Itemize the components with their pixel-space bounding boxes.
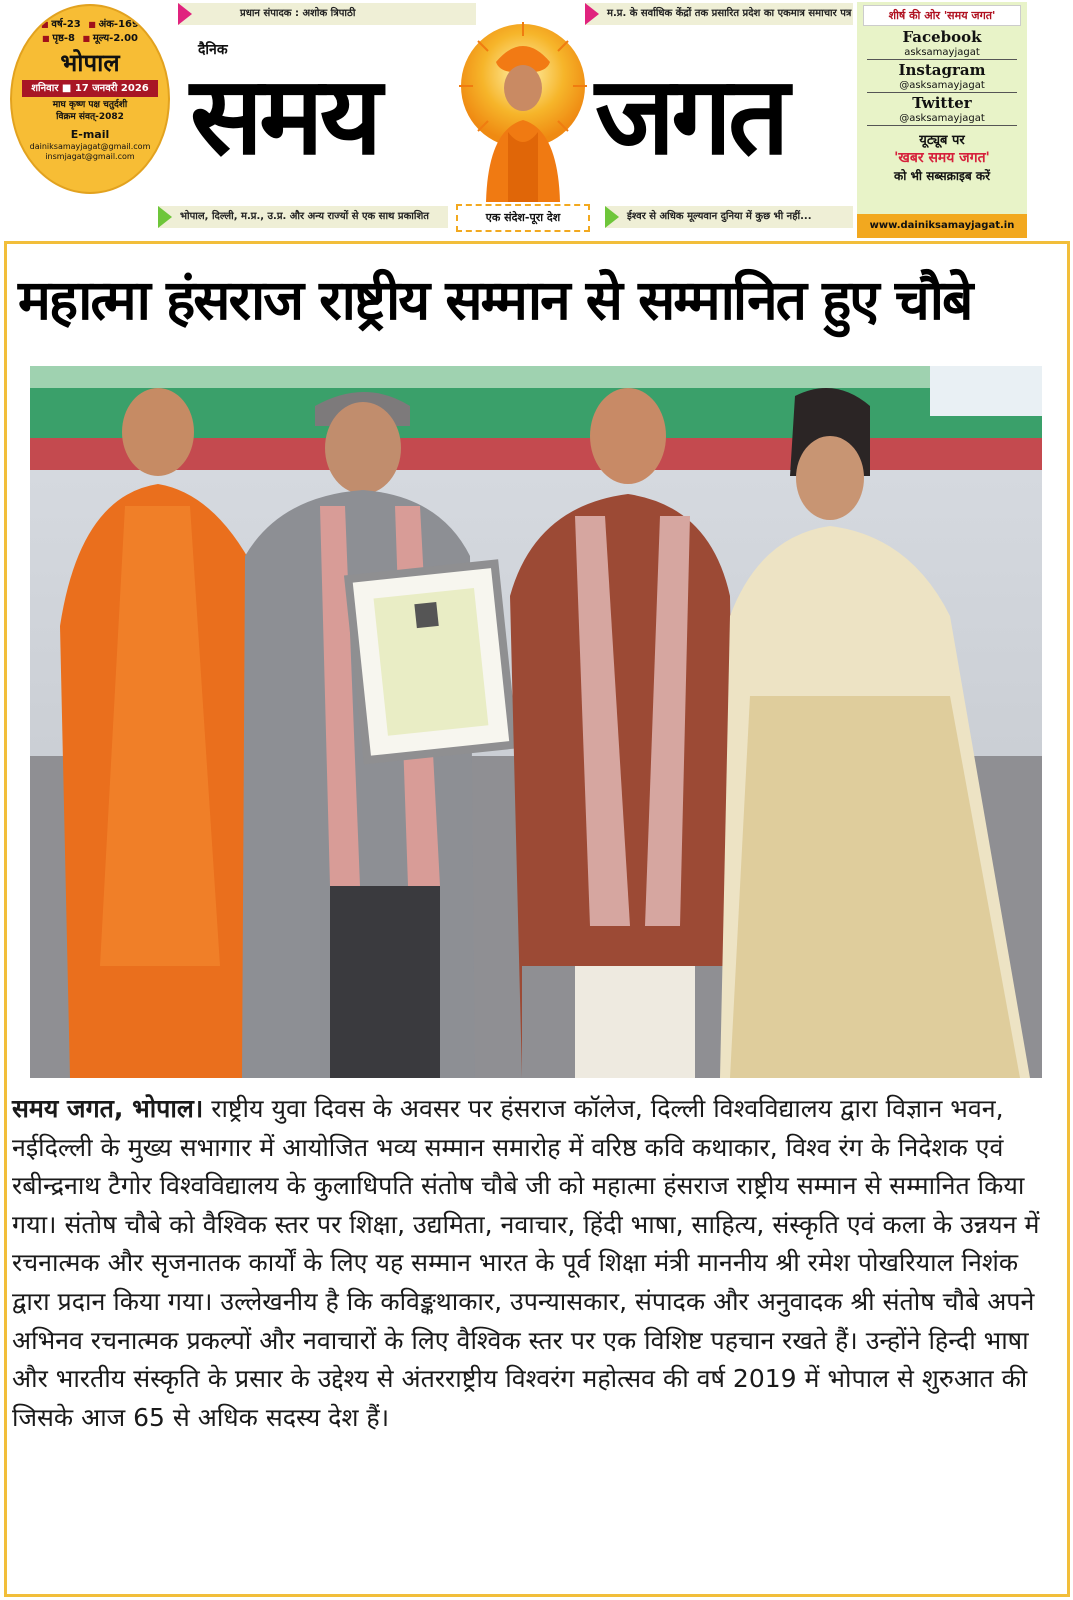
edition-year: ■ वर्ष-23 <box>41 18 81 32</box>
instagram-label: Instagram <box>898 61 986 79</box>
facebook-handle[interactable]: asksamayjagat <box>867 46 1017 60</box>
edition-issue: ■ अंक-169 <box>88 18 139 32</box>
certificate-frame <box>344 559 518 764</box>
slogan-box: एक संदेश-पूरा देश <box>456 204 590 232</box>
edition-meta-row <box>12 18 168 32</box>
editor-strip: प्रधान संपादक : अशोक त्रिपाठी <box>178 3 476 25</box>
edition-badge <box>10 4 170 194</box>
website-link[interactable]: www.dainiksamayjagat.in <box>857 214 1027 238</box>
award-ceremony-photo <box>30 366 1042 1078</box>
social-header: शीर्ष की ओर 'समय जगत' <box>863 5 1021 26</box>
vivekananda-logo <box>456 2 590 236</box>
edition-city: भोपाल <box>60 49 120 77</box>
edition-email-2: insmjagat@gmail.com <box>45 152 135 162</box>
edition-email-1: dainiksamayjagat@gmail.com <box>29 142 151 152</box>
strip-arrow-icon <box>178 3 192 25</box>
edition-day: शनिवार <box>31 82 59 94</box>
quote-strip: ईश्वर से अधिक मूल्यवान दुनिया में कुछ भी नहीं... <box>605 206 853 228</box>
edition-price: ■ मूल्य-2.00 <box>82 32 138 46</box>
tagline-strip: म.प्र. के सर्वाधिक केंद्रों तक प्रसारित प्रदेश का एकमात्र समाचार पत्र <box>585 3 853 25</box>
edition-meta-row-2 <box>12 32 168 46</box>
strip-arrow-icon <box>605 206 619 228</box>
edition-hindu-date: माघ कृष्ण पक्ष चतुर्दशी <box>52 100 128 111</box>
facebook-label: Facebook <box>902 28 982 46</box>
cities-strip: भोपाल, दिल्ली, म.प्र., उ.प्र. और अन्य राज्यों से एक साथ प्रकाशित <box>158 206 448 228</box>
youtube-label: यूट्यूब पर <box>919 133 965 148</box>
article-byline: समय जगत, भोपाल। <box>12 1094 204 1123</box>
youtube-channel[interactable]: 'खबर समय जगत' <box>894 150 990 166</box>
masthead-title-left: समय <box>190 54 379 179</box>
edition-samvat: विक्रम संवत्-2082 <box>56 112 124 123</box>
article-body <box>12 1090 1062 1437</box>
youtube-cta: को भी सब्सक्राइब करें <box>893 169 990 183</box>
social-panel <box>857 2 1027 238</box>
article-text: राष्ट्रीय युवा दिवस के अवसर पर हंसराज कॉलेज, दिल्ली विश्वविद्यालय द्वारा विज्ञान भवन, नईदिल्ली के मुख्य सभागार में आयोजित भव्य सम्मान समारोह में वरिष्ठ कवि कथाकार, विश्व रंग के निदेशक एवं रबीन्द्रनाथ टैगोर विश्वविद्यालय के कुलाधिपति संतोष चौबे जी को महात्मा हंसराज राष्ट्रीय सम्मान से सम्मानित किया गया। संतोष चौबे को वैश्विक स्तर पर शिक्षा, उद्यमिता, नवाचार, हिंदी भाषा, साहित्य, संस्कृति एवं कला के उन्नयन में रचनात्मक और सृजनातक कार्यों के लिए यह सम्मान भारत के पूर्व शिक्षा मंत्री माननीय श्री रमेश पोखरियाल निशंक द्वारा प्रदान किया गया। उल्लेखनीय है कि कविङ्कथाकार, उपन्यासकार, संपादक और अनुवादक श्री संतोष चौबे अपने अभिनव रचनात्मक प्रकल्पों और नवाचारों के लिए वैश्विक स्तर पर एक विशिष्ट पहचान रखते हैं। उन्होंने हिन्दी भाषा और भारतीय संस्कृति के प्रसार के उद्देश्य से अंतरराष्ट्रीय विश्वरंग महोत्सव की वर्ष 2019 में भोपाल से शुरुआत की जिसके आज 65 से अधिक सदस्य देश हैं। <box>12 1094 1040 1432</box>
edition-date-bar: शनिवार ■ 17 जनवरी 2026 <box>22 80 158 98</box>
instagram-handle[interactable]: @asksamayjagat <box>867 79 1017 93</box>
dainik-label: दैनिक <box>198 42 228 58</box>
edition-pages: ■ पृष्ठ-8 <box>42 32 75 46</box>
article-headline: महात्मा हंसराज राष्ट्रीय सम्मान से सम्मानित हुए चौबे <box>18 268 972 332</box>
edition-email-label: E-mail <box>70 127 110 141</box>
masthead-title-right: जगत <box>595 54 786 179</box>
twitter-label: Twitter <box>912 94 972 112</box>
twitter-handle[interactable]: @asksamayjagat <box>867 112 1017 126</box>
edition-date: 17 जनवरी 2026 <box>74 82 149 94</box>
strip-arrow-icon <box>158 206 172 228</box>
